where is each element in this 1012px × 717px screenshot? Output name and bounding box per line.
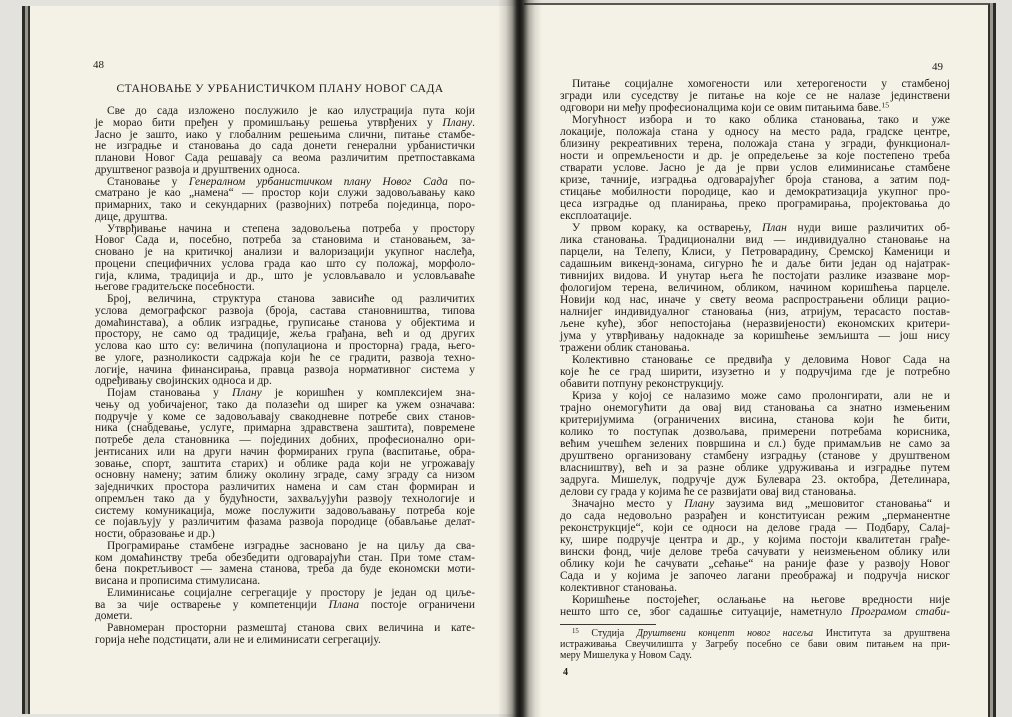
text-line: колико то поступак дозвољава, примерени потребама корисника, <box>560 426 950 438</box>
text-line: Број, величина, структура станова зависиће од различитих <box>107 293 475 305</box>
paragraph <box>95 588 475 623</box>
text-line: згради или суседству је питање на које се не налазе јединствени <box>560 90 950 102</box>
text-line: цеса изградње од планирања, преко програмирања, пројектовања до <box>560 198 950 210</box>
text-line: колективног становања. <box>560 582 677 594</box>
text-line: ве улоге, разноликости садржаја који ће се градити, развоја техно- <box>95 351 475 364</box>
text-line: примарних, тако и секундарних (развојних) потреба појединца, поро- <box>95 199 475 211</box>
text-line: истраживања Свеучилишта у Загребу посебно се бави овим питањем на при- <box>560 639 950 650</box>
text-segment: Појам становања у <box>107 387 232 399</box>
paragraph <box>95 623 475 647</box>
paragraph <box>560 498 950 594</box>
text-line: вински фонд, чије делове треба сачувати у неизмењеном облику или <box>560 546 950 558</box>
text-line: љене куће), због непостојања (неразвијености) економских критери- <box>560 318 950 330</box>
text-line: се појављују у различитим фазама развоја породице (обављање делат- <box>95 516 475 529</box>
italic-text: Генералном урбанистичком плану Новог Сада <box>188 175 448 188</box>
text-line: Елиминисање социјалне сегрегације у простору је један од циље- <box>107 586 475 599</box>
text-line: логије, начина финансирања, правца развоја нормативног система у <box>95 363 475 376</box>
text-line <box>560 498 950 510</box>
chapter-heading: СТАНОВАЊЕ У УРБАНИСТИЧКОМ ПЛАНУ НОВОГ САДА <box>116 82 444 95</box>
paragraph <box>95 224 475 295</box>
text-line: гија, клима, традиција и др., што је условљавало и условљаваће <box>95 269 475 282</box>
text-line: простору, не само од традиције, жеља грађана, већ и од других <box>95 328 475 341</box>
paragraph <box>95 106 475 177</box>
text-line: домети. <box>95 610 133 623</box>
text-segment: Студија <box>578 628 637 639</box>
italic-text: План <box>761 222 787 234</box>
left-page <box>28 6 518 714</box>
text-line: Равномеран просторни размештај станова свих величина и кате- <box>107 622 475 634</box>
text-line: процени специфичних услова града као што су положај, морфоло- <box>95 257 475 270</box>
text-line: систему комуникација, може послужити задовољавању потреба које <box>95 504 475 517</box>
text-line: чењу од уобичајеног, тако да полазећи од ширег ка ужем означава: <box>95 398 475 411</box>
signature-mark: 4 <box>563 667 568 678</box>
text-line: опремљен тако да у будућности, захваљујући развоју технологије и <box>95 492 475 505</box>
text-line: задруга. Мишелук, подручје дуж Булевара 23. октобра, Детелинара, <box>560 474 950 486</box>
text-line: услова као што су: величина (популациона и просторна) града, њего- <box>95 340 475 352</box>
right-page <box>524 3 990 717</box>
text-segment: нешто што се, због садашње ситуације, наметнуло <box>560 606 851 618</box>
paragraph <box>95 541 475 588</box>
text-line: реконструкције“, који се односи на делове града — Подбару, Салај- <box>560 522 950 534</box>
text-line: које ће се град ширити, изузетно и у подручјима где је потребно <box>560 366 950 378</box>
text-line: Могућност избора и то како облика становања, тако и уже <box>572 114 950 126</box>
text-line: не изградње и становања до сада донети генерални урбанистички <box>95 140 475 153</box>
text-line: потребе дела становника — појединих добних, професионално ори- <box>95 434 475 446</box>
text-segment: . <box>472 116 475 129</box>
text-line: заједничких простора различитих намена и сам стан формиран и <box>95 481 475 493</box>
text-line: ности и опремљености и др. је опредељење за које постепено треба <box>560 150 950 162</box>
text-segment: је коришћен у комплексијем зна- <box>261 387 476 399</box>
text-segment: одговори ни међу професионалцима који се овим питањима баве. <box>560 102 882 114</box>
text-line: Колективно становање се предвиђа у деловима Новог Сада на <box>572 354 950 366</box>
text-line <box>560 628 950 639</box>
text-line: подручје у коме се задовољавају свакодневне потребе свих станов- <box>95 410 475 423</box>
text-line: ника (снабдевање, услуге, примарна здравствена заштита), повремене <box>95 422 475 435</box>
text-line: обавити потпуну реконструкцију. <box>560 378 724 390</box>
text-segment: Института за друштвена <box>813 628 950 639</box>
text-line <box>560 222 950 234</box>
italic-text: Плану <box>231 387 262 399</box>
italic-text: Друштвени концепт новог насеља <box>636 628 814 639</box>
text-line: ку, шире подручје центра и др., у којима постоји квалитетан грађе- <box>560 534 950 546</box>
text-line: лика становања. Традиционални вид — индивидуално становање на <box>560 234 950 246</box>
text-line: ком домаћинству треба обезбедити одговарајући стан. При томе стам- <box>95 551 475 564</box>
page-number: 48 <box>93 59 104 71</box>
text-segment: ва за чије остварење у компетенцији <box>95 598 329 611</box>
text-line: Питање социјалне хомогености или хетерогености у стамбеној <box>572 78 950 90</box>
text-line: домаћинстава), а облик изградње, груписање станова у објектима и <box>95 316 475 329</box>
footnote-marker: 15 <box>572 627 579 635</box>
text-line: Све до сада изложено послужило је као илустрација пута који <box>107 105 475 117</box>
text-line: парцели, на Телепу, Клиси, у Петроварадину, Сремској Каменици и <box>560 246 950 258</box>
text-line <box>560 102 950 114</box>
text-line: ности, образовање и др.) <box>95 528 215 540</box>
text-segment: нуди више различитих об- <box>786 222 950 234</box>
text-line: налнијег индивидуалног становања (низ, атријум, терасасто постав- <box>560 306 950 318</box>
text-line: друштвеног развоја и друштвених односа. <box>95 163 300 176</box>
text-segment: Значајно место у <box>572 498 685 510</box>
text-line: зовање, спорт, заштита старих) и облике рада који не угрожавају <box>95 457 475 470</box>
text-line: кризе, тачније, изградња одговарајућег броја станова, а затим под- <box>560 174 950 186</box>
text-line: стицање мобилности породице, као и демократизација укупног про- <box>560 186 950 198</box>
italic-text: Плану <box>684 498 715 510</box>
text-segment: заузима вид „мешовитог становања“ и <box>714 498 950 510</box>
text-line: бена покретљивост — замена станова, треба да буде економски моти- <box>95 563 475 576</box>
text-line: облику који ће сачувати „сећање“ на раније фазе у развоју Новог <box>560 558 950 570</box>
text-line: друштвено организовану стамбену изградњу (станове у друштвеном <box>560 450 950 462</box>
text-line <box>95 600 475 612</box>
italic-text: Плана <box>328 598 360 611</box>
text-line: до сада недовољно разрађен и конституисан режим „перманентне <box>560 510 950 522</box>
text-line: власништву), већ и за разне облике удруживања и изградње путем <box>560 462 950 474</box>
text-line: висана и прописима стимулисана. <box>95 575 261 587</box>
text-line: Криза у којој се налазимо може само пролонгирати, али не и <box>572 390 950 402</box>
text-line: делови су града у којима ће се развијати овај вид становања. <box>560 486 857 498</box>
italic-text: Програмом стаби- <box>850 606 950 618</box>
text-line: Сада и у којима је започео лагани преображај и подручја ниског <box>560 570 950 582</box>
text-line: Јасно је зашто, иако у глобалним решењима слични, питање стамбе- <box>95 128 475 141</box>
body-text <box>560 78 950 618</box>
text-line: сновано је на критичкој анализи и валоризацији укупног наслеђа, <box>95 246 475 258</box>
text-line: Програмирање стамбене изградње засновано је на циљу да сва- <box>107 539 475 552</box>
paragraph <box>560 222 950 354</box>
text-line <box>95 118 475 130</box>
footnote <box>560 628 950 661</box>
text-line <box>560 606 950 618</box>
text-line: јентисаних или на други начин формираних група (васпитање, обра- <box>95 445 475 458</box>
text-line <box>95 388 475 400</box>
paragraph <box>95 294 475 388</box>
paragraph <box>560 594 950 618</box>
paragraph <box>560 390 950 498</box>
text-line: одређивању својинских односа и др. <box>95 375 272 388</box>
footnote-marker: 15 <box>881 100 890 110</box>
paragraph <box>560 114 950 222</box>
text-line: његове градитељске посебности. <box>95 281 255 294</box>
text-segment: Становање у <box>107 175 189 188</box>
text-line: услова демографског развоја (броја, састава становништва, типова <box>95 304 475 317</box>
footnote-rule <box>560 624 656 625</box>
text-line: јума у утврђивању надокнаде за коришћење земљишта — још нису <box>560 330 950 342</box>
book-gutter <box>498 0 542 717</box>
text-line: основну намену; затим ближу околину зграде, саму зграду са низом <box>95 469 475 482</box>
text-segment: постоје ограничени <box>359 598 475 611</box>
text-line: тражени облик становања. <box>560 342 690 354</box>
text-segment: по- <box>447 175 475 188</box>
text-line: садашњим викенд-зонама, сигурно ће и даље бити један од најатрак- <box>560 258 950 270</box>
text-line: горија неће подстицати, али не и елиминисати сегрегацију. <box>95 633 381 646</box>
paragraph <box>95 177 475 224</box>
text-line: критеријумима (ограничених висина, станова који ће бити, <box>560 414 950 426</box>
text-line: Утврђивање начина и степена задовољења потреба у простору <box>107 222 475 235</box>
text-line: већим учешћем зелених површина и сл.) буде примамљив не само за <box>560 438 950 450</box>
text-segment: У првом кораку, ка остварењу, <box>572 222 762 234</box>
text-line: стварати услове. Јасно је да је први услов елиминисање стамбене <box>560 162 950 174</box>
text-line: трајно онемогућити да овај вид становања са знатно измењеним <box>560 402 950 414</box>
body-text <box>95 106 475 647</box>
page-number: 49 <box>932 61 943 73</box>
text-line: експлоатације. <box>560 210 632 222</box>
italic-text: Плану <box>442 116 473 129</box>
text-line: близину рекреативних терена, положаја стана у згради, функционал- <box>560 138 950 150</box>
text-line: дице, друштва. <box>95 210 168 223</box>
text-line: локације, положаја стана у односу на место рада, градске центре, <box>560 126 950 138</box>
text-line: планови Новог Сада решавају са веома различитим претпоставкама <box>95 152 475 164</box>
text-segment: је морао бити пређен у промишљању решења утврђених у <box>95 116 443 129</box>
text-line: сматрано је као „намена“ — простор који служи задовољавању како <box>95 187 475 200</box>
text-line: тивнијих видова. И унутар њега ће постојати разлике изазване мор- <box>560 270 950 282</box>
text-line: фологијом терена, величином, обликом, начином коришћења парцеле. <box>560 282 950 294</box>
text-line: Новији код нас, иначе у свету веома распрострањени облици рацио- <box>560 294 950 306</box>
text-line: Коришћење постојећег, ослањање на његове вредности није <box>572 594 950 606</box>
text-line: меру Мишелука у Новом Саду. <box>560 650 692 661</box>
paragraph <box>95 388 475 541</box>
paragraph <box>560 354 950 390</box>
text-line: Новог Сада и, посебно, потреба за становима и становањем, за- <box>95 234 475 247</box>
paragraph <box>560 78 950 114</box>
